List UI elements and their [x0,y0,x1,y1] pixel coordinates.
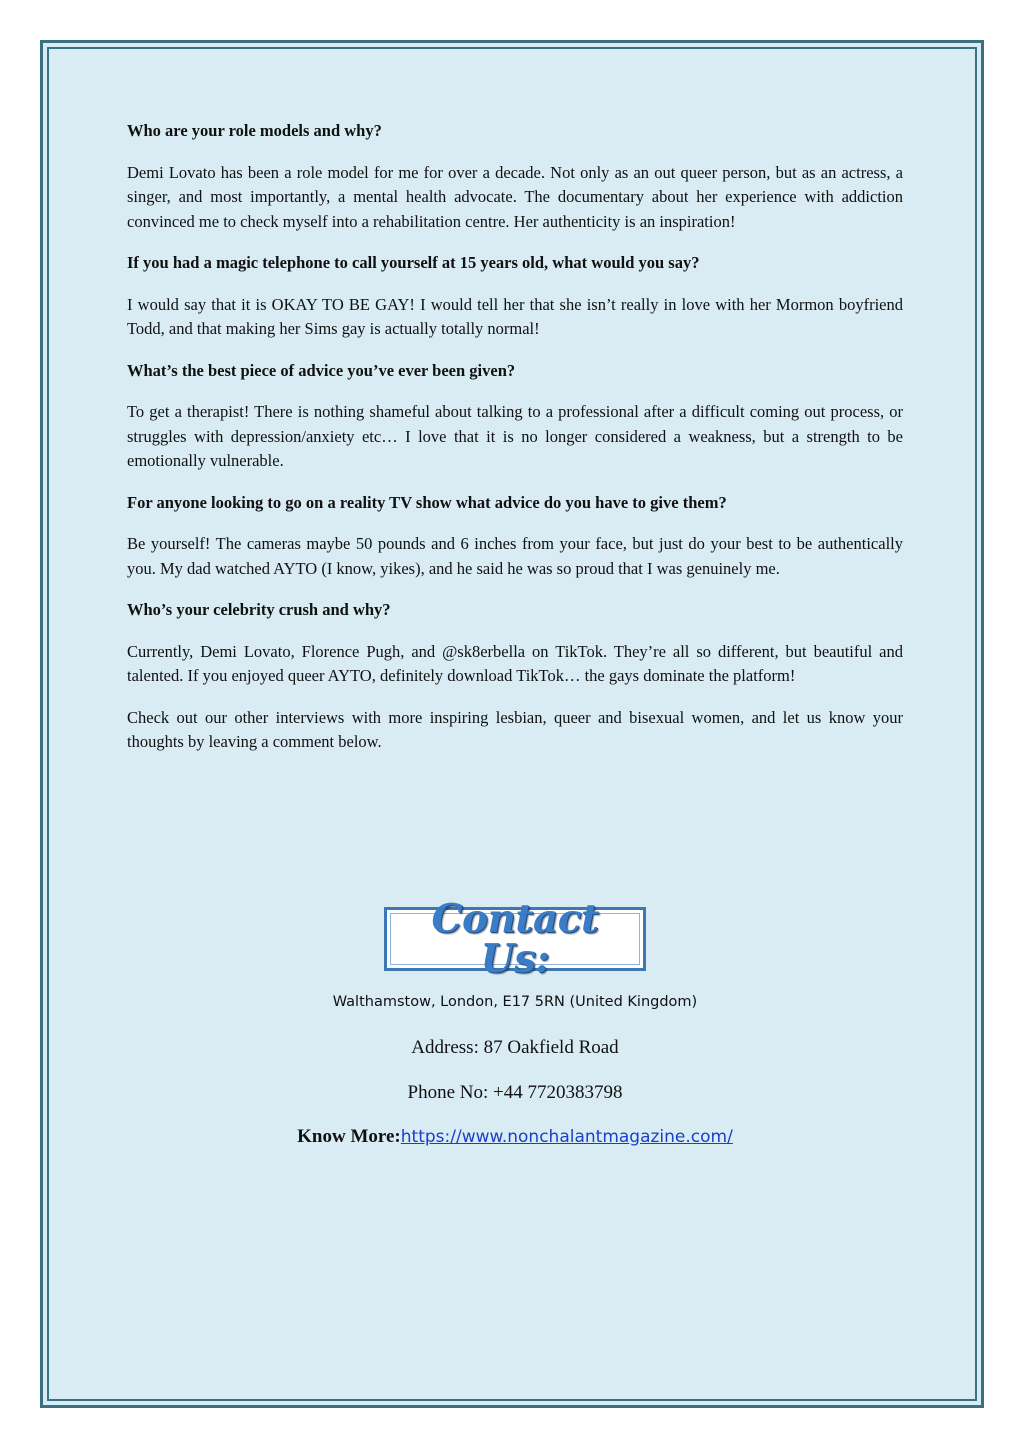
page-frame [40,40,984,1408]
answer-5: Currently, Demi Lovato, Florence Pugh, and @sk8erbella on TikTok. They’re all so different, but beautiful and talented. If you enjoyed queer AYTO, definitely download TikTok… the gays dominate the platform! [127,641,903,685]
answer-1: Demi Lovato has been a role model for me for over a decade. Not only as an out queer person, but as an actress, a singer, and most importantly, a mental health advocate. The documentary about her experience with addiction convinced me to check myself into a rehabilitation centre. Her authenticity is an inspiration! [127,162,903,231]
contact-section [43,896,987,982]
answer-3: To get a therapist! There is nothing shameful about talking to a professional after a difficult coming out process, or struggles with depression/anxiety etc… I love that it is no longer considered a weakness, but a strength to be emotionally vulnerable. [127,402,903,470]
question-4: For anyone looking to go on a reality TV show what advice do you have to give them? [127,492,727,512]
closing-paragraph: Check out our other interviews with more inspiring lesbian, queer and bisexual women, and let us know your thoughts by leaving a comment below. [127,707,903,751]
answer-4: Be yourself! The cameras maybe 50 pounds and 6 inches from your face, but just do your best to be authentically you. My dad watched AYTO (I know, yikes), and he said he was so proud that I was genuinely me. [127,534,903,578]
question-2: If you had a magic telephone to call yourself at 15 years old, what would you say? [127,253,700,272]
question-1: Who are your role models and why? [127,121,382,140]
question-5: Who’s your celebrity crush and why? [127,600,391,619]
contact-title: Contact Us: [431,896,599,982]
contact-title-inner [390,896,640,982]
contact-title-box [384,896,646,982]
contact-location: Walthamstow, London, E17 5RN (United Kingdom) [332,994,698,1010]
question-3: What’s the best piece of advice you’ve ever been given? [127,360,516,380]
contact-address: Address: 87 Oakfield Road [411,1037,619,1058]
contact-phone: Phone No: +44 7720383798 [407,1082,623,1103]
interview-content [127,119,903,772]
know-more-label: Know More: [297,1126,401,1147]
know-more-line [43,1126,987,1148]
website-link[interactable]: https://www.nonchalantmagazine.com/ [400,1127,733,1147]
answer-2: I would say that it is OKAY TO BE GAY! I would tell her that she isn’t really in love with her Mormon boyfriend Todd, and that making her Sims gay is actually totally normal! [127,294,903,338]
